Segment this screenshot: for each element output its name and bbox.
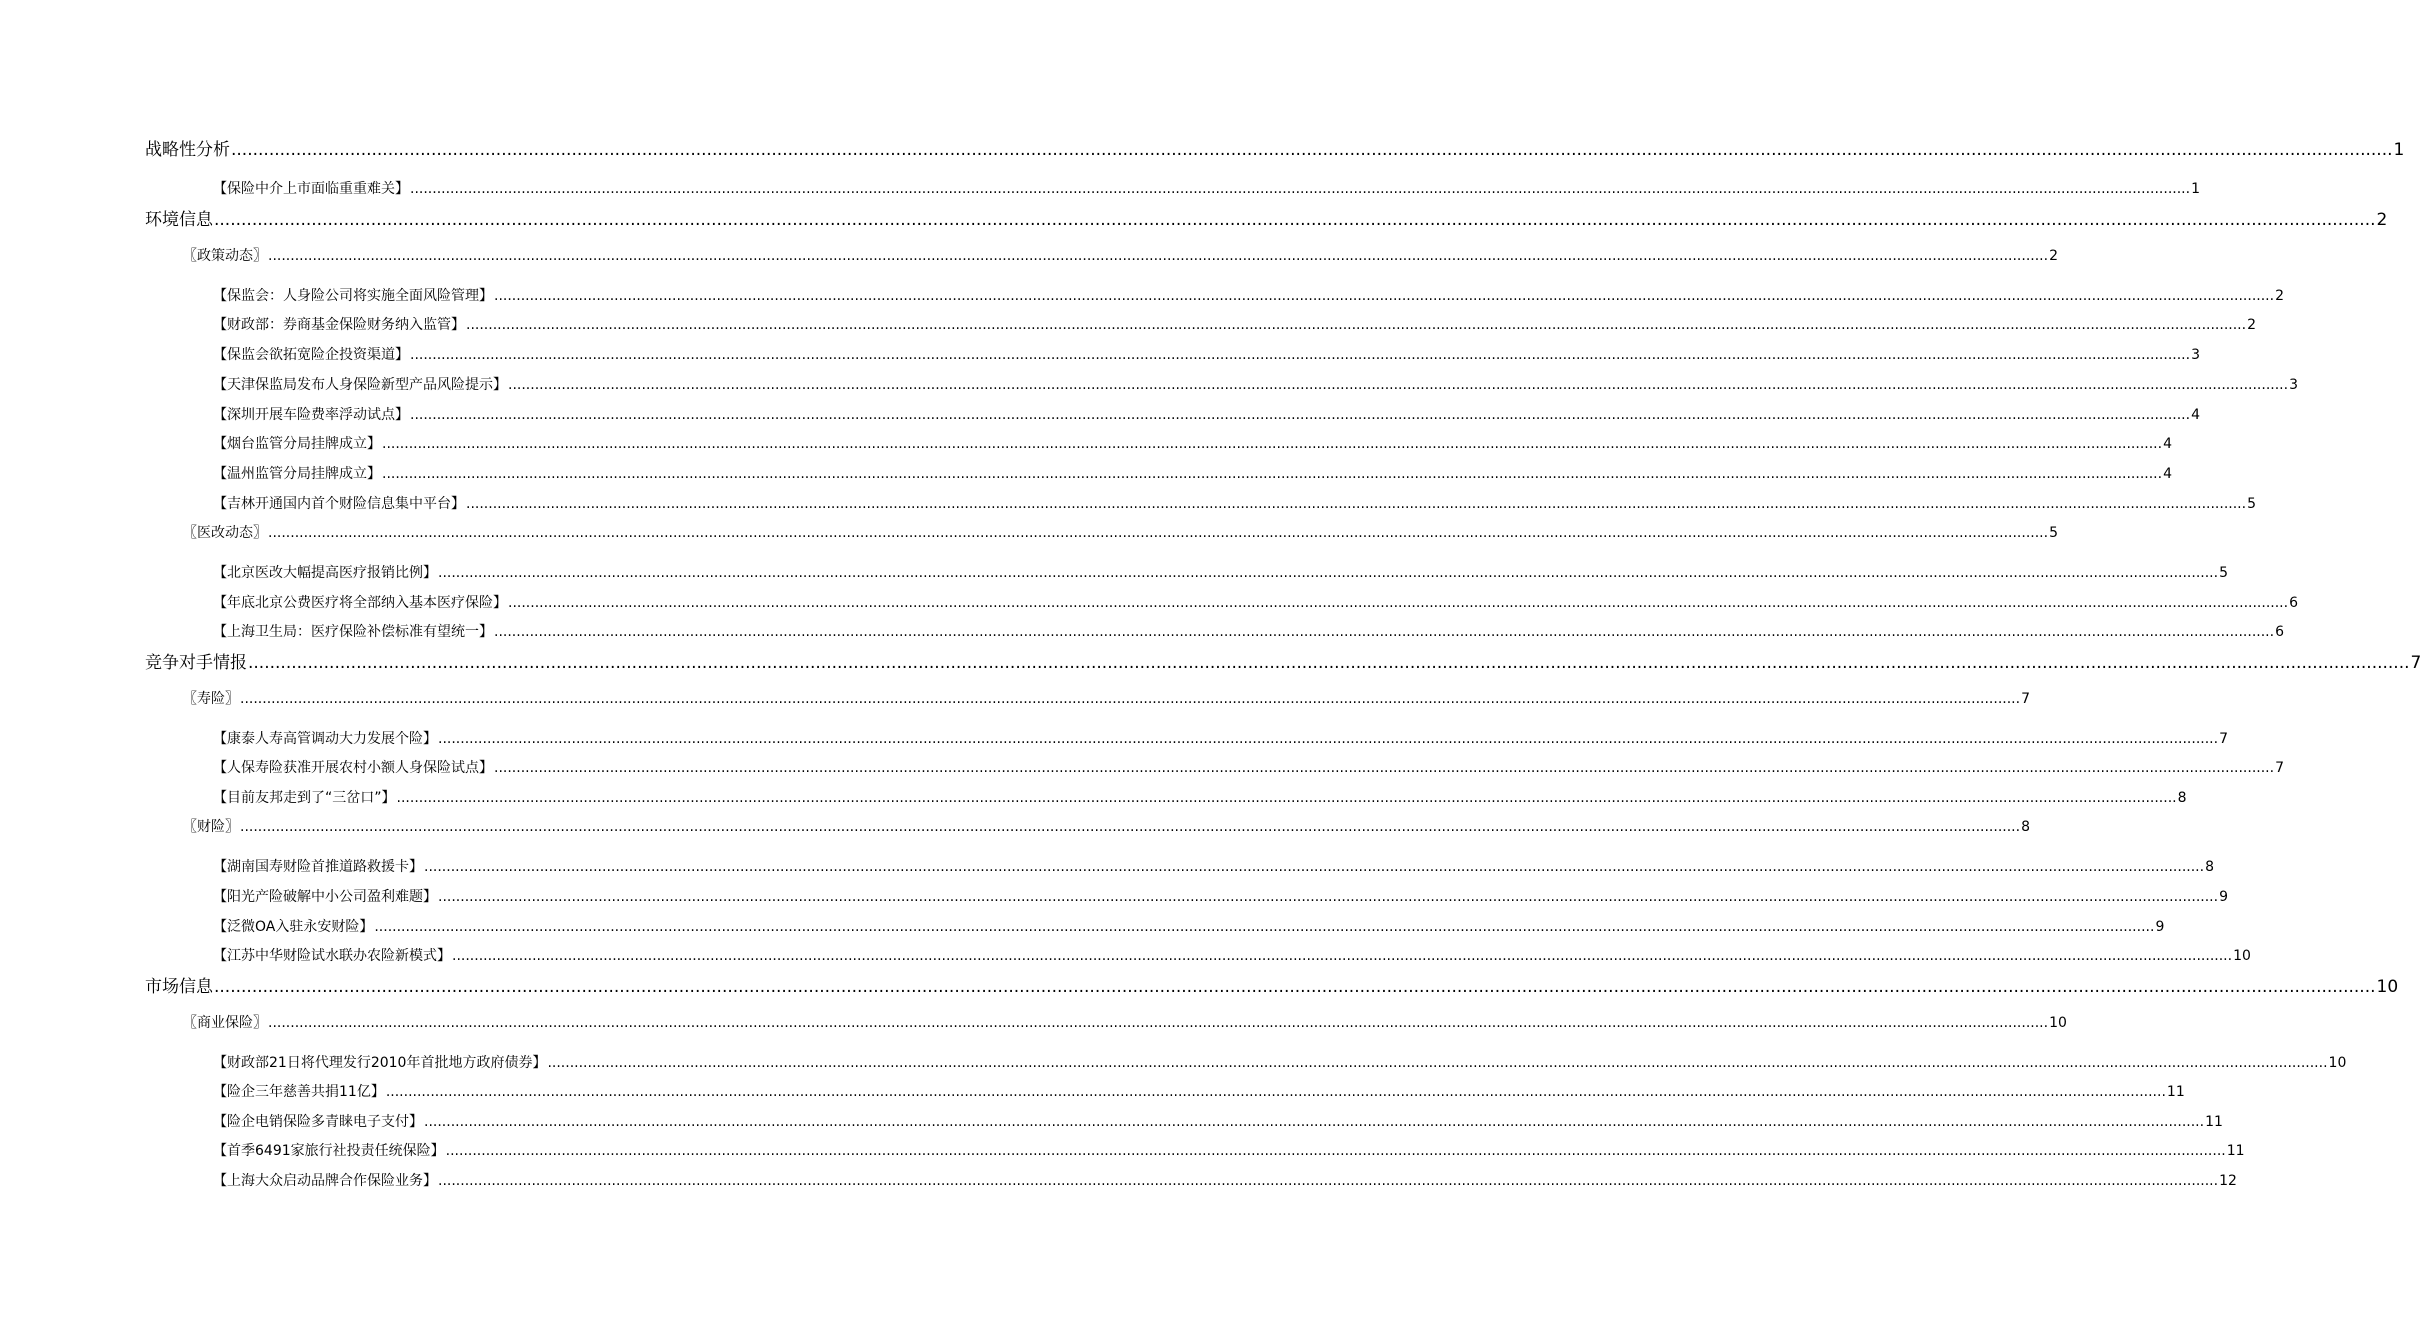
toc-page-number: 7 [2021, 691, 2030, 707]
toc-page-number: 4 [2163, 466, 2172, 482]
toc-page-number: 8 [2177, 790, 2187, 806]
toc-entry-title: 【康泰人寿高管调动大力发展个险】 [213, 731, 437, 747]
toc-dot-leader: ................................................................................................................................................................................................................................................................................................................................................................................................................ [396, 790, 2177, 806]
toc-page-number: 2 [2376, 210, 2388, 230]
toc-entry[interactable] [145, 210, 2388, 230]
toc-page-number: 5 [2219, 565, 2228, 581]
toc-dot-leader: ................................................................................................................................................................................................................................................................................................................................................................................................................ [248, 653, 2410, 673]
toc-dot-leader: ................................................................................................................................................................................................................................................................................................................................................................................................................ [268, 1015, 2049, 1031]
toc-entry[interactable] [213, 288, 2284, 304]
toc-dot-leader: ................................................................................................................................................................................................................................................................................................................................................................................................................ [547, 1055, 2328, 1071]
toc-entry-title: 【温州监管分局挂牌成立】 [213, 466, 381, 482]
toc-entry[interactable] [213, 624, 2284, 640]
toc-entry[interactable] [213, 595, 2298, 611]
toc-entry-title: 〖商业保险〗 [183, 1015, 267, 1031]
toc-entry-title: 竞争对手情报 [145, 653, 247, 673]
toc-entry[interactable] [213, 1143, 2245, 1159]
toc-page-number: 4 [2191, 407, 2200, 423]
toc-entry-title: 【保监会欲拓宽险企投资渠道】 [213, 347, 409, 363]
toc-dot-leader: ................................................................................................................................................................................................................................................................................................................................................................................................................ [382, 436, 2163, 452]
toc-entry-title: 〖寿险〗 [183, 691, 239, 707]
toc-entry-title: 【深圳开展车险费率浮动试点】 [213, 407, 409, 423]
toc-dot-leader: ................................................................................................................................................................................................................................................................................................................................................................................................................ [214, 977, 2376, 997]
toc-page-number: 1 [2393, 140, 2405, 160]
toc-entry[interactable] [213, 1084, 2185, 1100]
toc-page-number: 12 [2219, 1173, 2237, 1189]
toc-entry-title: 【保监会：人身险公司将实施全面风险管理】 [213, 288, 493, 304]
toc-entry-title: 【险企三年慈善共捐11亿】 [213, 1084, 385, 1100]
toc-dot-leader: ................................................................................................................................................................................................................................................................................................................................................................................................................ [438, 889, 2219, 905]
toc-dot-leader: ................................................................................................................................................................................................................................................................................................................................................................................................................ [424, 1114, 2205, 1130]
toc-entry-title: 【上海卫生局：医疗保险补偿标准有望统一】 [213, 624, 493, 640]
toc-entry[interactable] [213, 565, 2228, 581]
toc-entry[interactable] [213, 889, 2228, 905]
toc-entry[interactable] [213, 347, 2200, 363]
toc-entry[interactable] [145, 653, 2421, 673]
toc-dot-leader: ................................................................................................................................................................................................................................................................................................................................................................................................................ [438, 565, 2219, 581]
toc-entry-title: 【目前友邦走到了“三岔口”】 [213, 790, 396, 806]
toc-page-number: 4 [2163, 436, 2172, 452]
toc-dot-leader: ................................................................................................................................................................................................................................................................................................................................................................................................................ [466, 496, 2247, 512]
toc-entry[interactable] [213, 948, 2251, 964]
toc-page-number: 9 [2155, 919, 2165, 935]
toc-dot-leader: ................................................................................................................................................................................................................................................................................................................................................................................................................ [374, 919, 2155, 935]
toc-entry-title: 【泛微OA入驻永安财险】 [213, 919, 374, 935]
toc-entry[interactable] [213, 1055, 2347, 1071]
toc-page-number: 11 [2205, 1114, 2223, 1130]
toc-entry[interactable] [183, 819, 2030, 835]
toc-dot-leader: ................................................................................................................................................................................................................................................................................................................................................................................................................ [445, 1143, 2226, 1159]
toc-entry[interactable] [213, 731, 2228, 747]
toc-entry-title: 【首季6491家旅行社投责任统保险】 [213, 1143, 445, 1159]
toc-dot-leader: ................................................................................................................................................................................................................................................................................................................................................................................................................ [494, 760, 2275, 776]
toc-page-number: 9 [2219, 889, 2228, 905]
toc-entry-title: 〖政策动态〗 [183, 248, 267, 264]
toc-entry[interactable] [183, 1015, 2067, 1031]
toc-entry-title: 环境信息 [145, 210, 213, 230]
toc-entry-title: 市场信息 [145, 977, 213, 997]
toc-entry-title: 〖财险〗 [183, 819, 239, 835]
toc-dot-leader: ................................................................................................................................................................................................................................................................................................................................................................................................................ [424, 859, 2205, 875]
toc-page-number: 7 [2219, 731, 2228, 747]
toc-entry[interactable] [213, 436, 2172, 452]
toc-dot-leader: ................................................................................................................................................................................................................................................................................................................................................................................................................ [268, 248, 2049, 264]
toc-page-number: 11 [2226, 1143, 2245, 1159]
toc-dot-leader: ................................................................................................................................................................................................................................................................................................................................................................................................................ [231, 140, 2393, 160]
toc-dot-leader: ................................................................................................................................................................................................................................................................................................................................................................................................................ [214, 210, 2376, 230]
toc-page-number: 10 [2049, 1015, 2067, 1031]
toc-dot-leader: ................................................................................................................................................................................................................................................................................................................................................................................................................ [385, 1084, 2166, 1100]
toc-page-number: 8 [2205, 859, 2214, 875]
toc-page-number: 2 [2275, 288, 2284, 304]
toc-dot-leader: ................................................................................................................................................................................................................................................................................................................................................................................................................ [410, 347, 2191, 363]
toc-entry[interactable] [213, 790, 2187, 806]
toc-entry[interactable] [213, 496, 2256, 512]
toc-entry-title: 【吉林开通国内首个财险信息集中平台】 [213, 496, 465, 512]
toc-dot-leader: ................................................................................................................................................................................................................................................................................................................................................................................................................ [452, 948, 2233, 964]
toc-entry[interactable] [213, 317, 2256, 333]
toc-dot-leader: ................................................................................................................................................................................................................................................................................................................................................................................................................ [438, 731, 2219, 747]
toc-dot-leader: ................................................................................................................................................................................................................................................................................................................................................................................................................ [240, 819, 2021, 835]
toc-page-number: 3 [2289, 377, 2298, 393]
toc-entry-title: 【天津保监局发布人身保险新型产品风险提示】 [213, 377, 507, 393]
toc-entry[interactable] [213, 1173, 2237, 1189]
toc-entry[interactable] [213, 181, 2200, 197]
toc-entry[interactable] [213, 466, 2172, 482]
toc-entry[interactable] [213, 1114, 2223, 1130]
toc-page-number: 10 [2328, 1055, 2347, 1071]
toc-page-number: 5 [2049, 525, 2058, 541]
toc-entry[interactable] [213, 859, 2214, 875]
toc-entry[interactable] [183, 525, 2058, 541]
toc-dot-leader: ................................................................................................................................................................................................................................................................................................................................................................................................................ [410, 181, 2191, 197]
toc-entry[interactable] [213, 407, 2200, 423]
toc-dot-leader: ................................................................................................................................................................................................................................................................................................................................................................................................................ [410, 407, 2191, 423]
toc-entry[interactable] [145, 977, 2399, 997]
toc-page-number: 6 [2289, 595, 2298, 611]
toc-page-number: 6 [2275, 624, 2284, 640]
toc-entry-title: 〖医改动态〗 [183, 525, 267, 541]
toc-dot-leader: ................................................................................................................................................................................................................................................................................................................................................................................................................ [240, 691, 2021, 707]
toc-page-number: 7 [2275, 760, 2284, 776]
toc-dot-leader: ................................................................................................................................................................................................................................................................................................................................................................................................................ [466, 317, 2247, 333]
toc-entry[interactable] [213, 760, 2284, 776]
toc-page-number: 10 [2376, 977, 2399, 997]
toc-dot-leader: ................................................................................................................................................................................................................................................................................................................................................................................................................ [382, 466, 2163, 482]
toc-dot-leader: ................................................................................................................................................................................................................................................................................................................................................................................................................ [494, 624, 2275, 640]
toc-entry-title: 【烟台监管分局挂牌成立】 [213, 436, 381, 452]
toc-entry[interactable] [213, 919, 2165, 935]
toc-entry-title: 【北京医改大幅提高医疗报销比例】 [213, 565, 437, 581]
toc-entry-title: 【财政部21日将代理发行2010年首批地方政府债券】 [213, 1055, 547, 1071]
toc-entry[interactable] [183, 248, 2058, 264]
toc-entry[interactable] [213, 377, 2298, 393]
toc-dot-leader: ................................................................................................................................................................................................................................................................................................................................................................................................................ [494, 288, 2275, 304]
toc-entry-title: 【上海大众启动品牌合作保险业务】 [213, 1173, 437, 1189]
toc-entry-title: 【湖南国寿财险首推道路救援卡】 [213, 859, 423, 875]
toc-page-number: 5 [2247, 496, 2256, 512]
toc-entry-title: 【人保寿险获准开展农村小额人身保险试点】 [213, 760, 493, 776]
toc-entry-title: 【险企电销保险多青睐电子支付】 [213, 1114, 423, 1130]
toc-entry-title: 【保险中介上市面临重重难关】 [213, 181, 409, 197]
toc-dot-leader: ................................................................................................................................................................................................................................................................................................................................................................................................................ [508, 377, 2289, 393]
toc-dot-leader: ................................................................................................................................................................................................................................................................................................................................................................................................................ [508, 595, 2289, 611]
toc-page-number: 1 [2191, 181, 2200, 197]
toc-entry-title: 【阳光产险破解中小公司盈利难题】 [213, 889, 437, 905]
toc-page-number: 2 [2247, 317, 2256, 333]
toc-page-number: 11 [2166, 1084, 2185, 1100]
toc-entry-title: 【江苏中华财险试水联办农险新模式】 [213, 948, 451, 964]
toc-entry[interactable] [145, 140, 2405, 160]
toc-entry[interactable] [183, 691, 2030, 707]
toc-page-number: 10 [2233, 948, 2251, 964]
toc-page-number: 3 [2191, 347, 2200, 363]
toc-page-number: 8 [2021, 819, 2030, 835]
toc-page-number: 7 [2410, 653, 2421, 673]
toc-entry-title: 战略性分析 [145, 140, 230, 160]
toc-entry-title: 【年底北京公费医疗将全部纳入基本医疗保险】 [213, 595, 507, 611]
toc-entry-title: 【财政部：券商基金保险财务纳入监管】 [213, 317, 465, 333]
toc-page-number: 2 [2049, 248, 2058, 264]
toc-dot-leader: ................................................................................................................................................................................................................................................................................................................................................................................................................ [268, 525, 2049, 541]
toc-dot-leader: ................................................................................................................................................................................................................................................................................................................................................................................................................ [438, 1173, 2219, 1189]
